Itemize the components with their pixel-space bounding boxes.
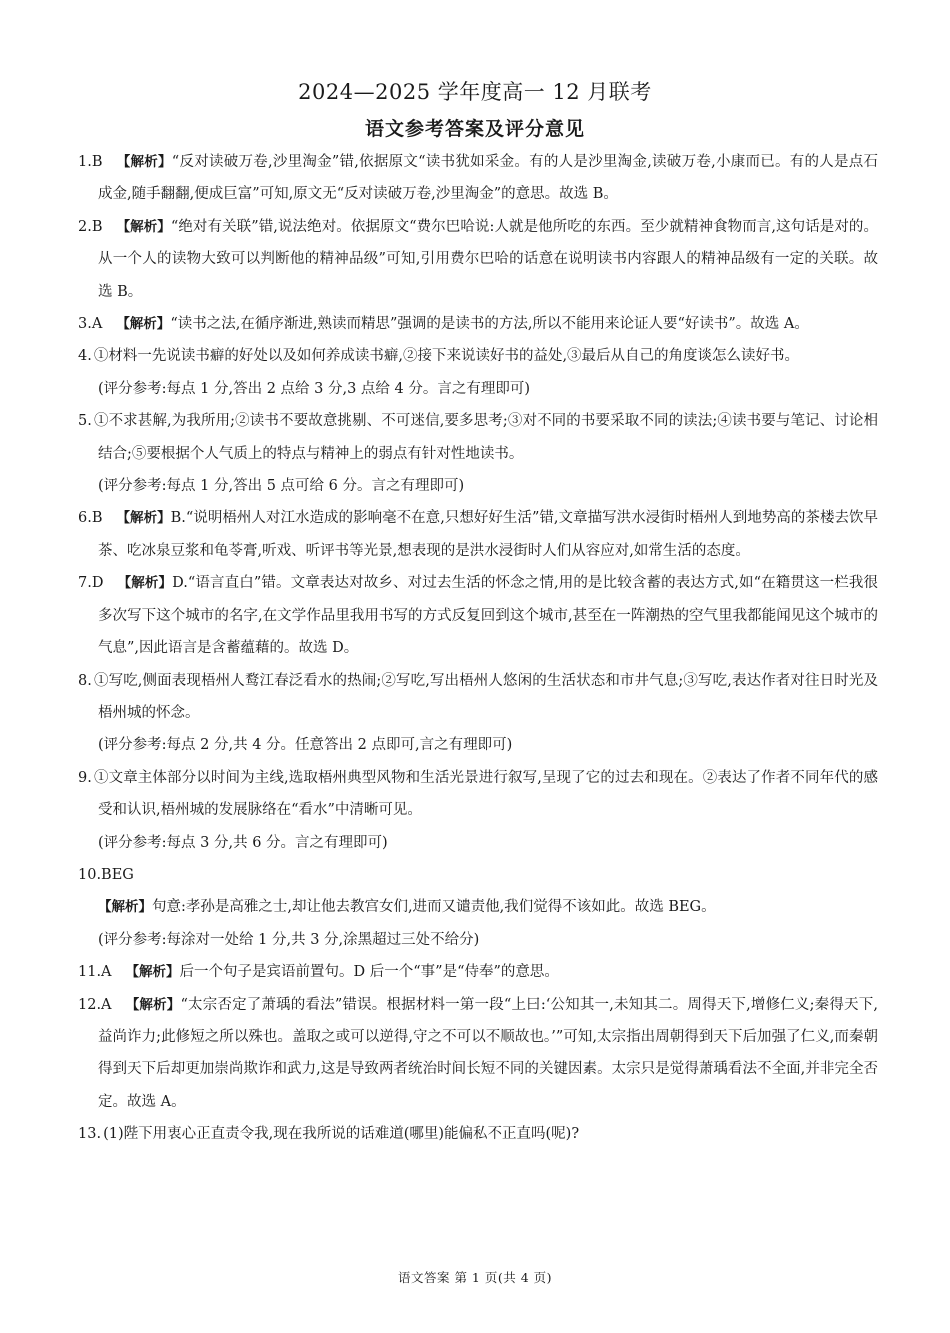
- answer-number: 5.: [78, 413, 92, 430]
- answer-text: “绝对有关联”错,说法绝对。依据原文“费尔巴哈说:人就是他所吃的东西。至少就精神食物而言,这句话是对的。从一个人的读物大致可以判断他的精神品级”可知,引用费尔巴哈的话意在说明读书内容跟人的精神品级有一定的关联。故选 B。: [98, 218, 878, 300]
- answer-text: (评分参考:每涂对一处给 1 分,共 3 分,涂黑超过三处不给分): [98, 931, 480, 948]
- answer-text: B.“说明梧州人对江水造成的影响毫不在意,只想好好生活”错,文章描写洪水浸街时梧州人到地势高的茶楼去饮早茶、吃冰泉豆浆和龟苓膏,听戏、听评书等光景,想表现的是洪水浸街时人们从容应对,如常生活的态度。: [98, 510, 879, 559]
- answer-text: “太宗否定了萧瑀的看法”错误。根据材料一第一段“上曰:‘公知其一,未知其二。周得天下,增修仁义;秦得天下,益尚诈力;此修短之所以殊也。盖取之或可以逆得,守之不可以不顺故也。’”可知,太宗指出周朝得到天下后加强了仁义,而秦朝得到天下后却更加崇尚欺诈和武力,这是导致两者统治时间长短不同的关键因素。太宗只是觉得萧瑀看法不全面,并非完全否定。故选 A。: [98, 996, 879, 1110]
- answer-number: 10.BEG: [78, 866, 134, 883]
- answer-item: [78, 567, 878, 664]
- page-footer: 语文答案 第 1 页(共 4 页): [397, 1270, 553, 1285]
- answer-item: [78, 340, 878, 372]
- analysis-tag: 【解析】: [117, 575, 173, 592]
- answer-item: [78, 891, 878, 923]
- answer-title: 语文参考答案及评分意见: [364, 118, 585, 140]
- answer-number: 8.: [78, 672, 92, 689]
- answer-item: [78, 1118, 878, 1150]
- answer-text: (1)陛下用衷心正直责令我,现在我所说的话难道(哪里)能偏私不正直吗(呢)?: [103, 1126, 580, 1143]
- scoring-note: [78, 827, 878, 859]
- answer-item: [78, 405, 878, 470]
- answer-text: (评分参考:每点 1 分,答出 5 点可给 6 分。言之有理即可): [98, 478, 465, 495]
- answer-text: “读书之法,在循序渐进,熟读而精思”强调的是读书的方法,所以不能用来论证人要“好读书”。故选 A。: [170, 316, 809, 333]
- answer-item: [78, 762, 878, 827]
- answer-item: [78, 502, 878, 567]
- scoring-note: [78, 729, 878, 761]
- scoring-note: [78, 373, 878, 405]
- answer-item: [78, 146, 878, 211]
- answer-text: ①不求甚解,为我所用;②读书不要故意挑剔、不可迷信,要多思考;③对不同的书要采取不同的读法;④读书要与笔记、讨论相结合;⑤要根据个人气质上的特点与精神上的弱点有针对性地读书。: [93, 413, 878, 462]
- analysis-tag: 【解析】: [116, 154, 172, 170]
- answer-number: 4.: [78, 348, 92, 365]
- answer-item: [78, 665, 878, 730]
- answer-number: 2.B: [78, 218, 103, 235]
- answer-list: [78, 146, 878, 1151]
- answer-text: ①写吃,侧面表现梧州人鹜江春泛看水的热闹;②写吃,写出梧州人悠闲的生活状态和市井气息;③写吃,表达作者对往日时光及梧州城的怀念。: [93, 672, 878, 721]
- answer-text: (评分参考:每点 1 分,答出 2 点给 3 分,3 点给 4 分。言之有理即可): [98, 380, 531, 397]
- answer-item: [78, 859, 878, 891]
- answer-text: “反对读破万卷,沙里淘金”错,依据原文“读书犹如采金。有的人是沙里淘金,读破万卷,小康而已。有的人是点石成金,随手翻翻,便成巨富”可知,原文无“反对读破万卷,沙里淘金”的意思。故选 B。: [98, 154, 879, 203]
- answer-text: 后一个句子是宾语前置句。D 后一个“事”是“侍奉”的意思。: [179, 964, 559, 981]
- analysis-tag: 【解析】: [116, 510, 171, 527]
- answer-item: [78, 956, 878, 988]
- scoring-note: [78, 470, 878, 502]
- answer-number: 9.: [78, 769, 92, 786]
- scoring-note: [78, 924, 878, 956]
- answer-text: D.“语言直白”错。文章表达对故乡、对过去生活的怀念之情,用的是比较含蓄的表达方式,如“在籍贯这一栏我很多次写下这个城市的名字,在文学作品里我用书写的方式反复回到这个城市,甚至在一阵潮热的空气里我都能闻见这个城市的气息”,因此语言是含蓄蕴藉的。故选 D。: [98, 575, 879, 657]
- answer-number: 13.: [78, 1126, 102, 1143]
- answer-text: ①文章主体部分以时间为主线,选取梧州典型风物和生活光景进行叙写,呈现了它的过去和现在。②表达了作者不同年代的感受和认识,梧州城的发展脉络在“看水”中清晰可见。: [93, 769, 878, 819]
- answer-text: 句意:孝孙是高雅之士,却让他去教宫女们,进而又谴责他,我们觉得不该如此。故选 BEG。: [152, 899, 716, 916]
- answer-text: (评分参考:每点 2 分,共 4 分。任意答出 2 点即可,言之有理即可): [98, 737, 513, 754]
- answer-number: 3.A: [78, 316, 103, 333]
- analysis-tag: 【解析】: [98, 899, 152, 916]
- answer-number: 7.D: [78, 575, 104, 592]
- analysis-tag: 【解析】: [125, 964, 180, 981]
- answer-item: [78, 989, 878, 1119]
- answer-number: 6.B: [78, 510, 103, 527]
- analysis-tag: 【解析】: [116, 218, 171, 235]
- answer-text: ①材料一先说读书癖的好处以及如何养成读书癖,②接下来说读好书的益处,③最后从自己的角度谈怎么读好书。: [93, 348, 800, 365]
- analysis-tag: 【解析】: [116, 316, 171, 333]
- answer-number: 12.A: [78, 996, 112, 1013]
- answer-item: [78, 211, 878, 308]
- answer-text: (评分参考:每点 3 分,共 6 分。言之有理即可): [98, 834, 388, 851]
- answer-item: [78, 308, 878, 340]
- analysis-tag: 【解析】: [125, 996, 181, 1013]
- exam-title: 2024—2025 学年度高一 12 月联考: [298, 80, 652, 104]
- answer-number: 11.A: [78, 964, 112, 981]
- answer-number: 1.B: [78, 154, 103, 170]
